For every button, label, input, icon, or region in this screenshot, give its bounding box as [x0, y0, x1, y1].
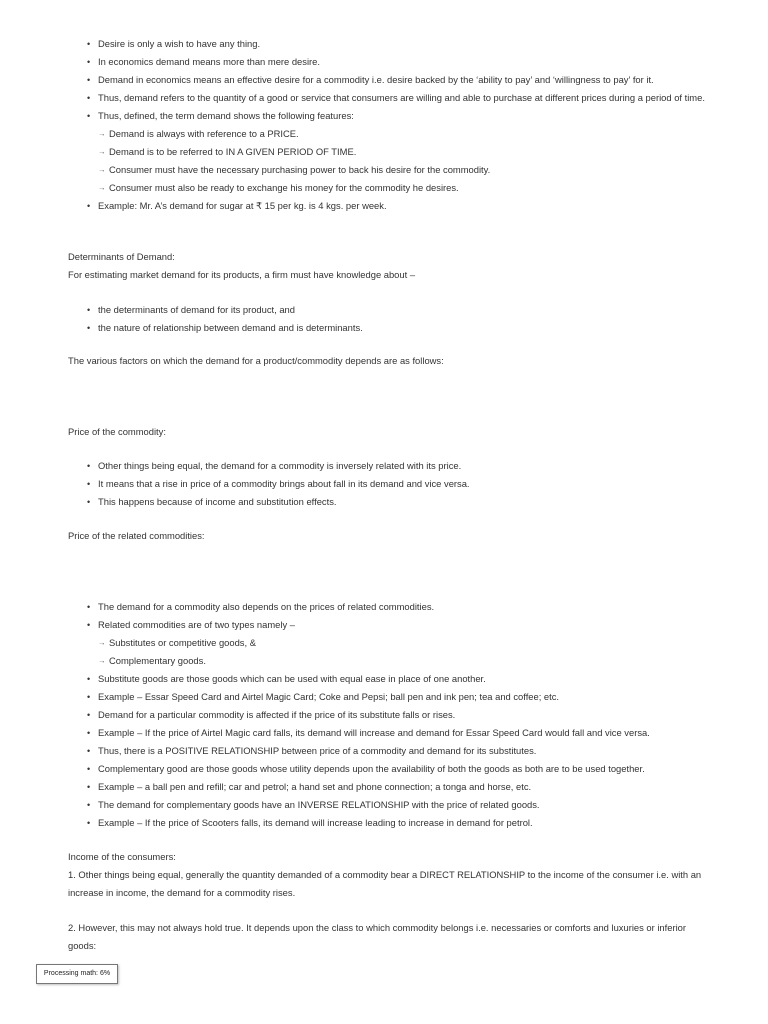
list-item: • It means that a rise in price of a commodity brings about fall in its demand and vice versa.: [87, 475, 707, 493]
feature-item: → Consumer must also be ready to exchange his money for the commodity he desires.: [87, 179, 707, 197]
feature-item: → Consumer must have the necessary purchasing power to back his desire for the commodity.: [87, 161, 707, 179]
list-item: • In economics demand means more than mere desire.: [87, 53, 707, 71]
related-list: [87, 598, 707, 832]
list-item: • Demand in economics means an effective desire for a commodity i.e. desire backed by the ‘ability to pay’ and ‘willingness to pay’ for it.: [87, 71, 707, 89]
determinants-heading: Determinants of Demand:: [68, 251, 175, 262]
list-item: • Example – If the price of Airtel Magic card falls, its demand will increase and demand for Essar Speed Card would fall and vice versa.: [87, 724, 707, 742]
feature-item: → Demand is to be referred to IN A GIVEN PERIOD OF TIME.: [87, 143, 707, 161]
income-heading: Income of the consumers:: [68, 851, 176, 862]
list-item: • Demand for a particular commodity is affected if the price of its substitute falls or rises.: [87, 706, 707, 724]
list-item: • Desire is only a wish to have any thing.: [87, 35, 707, 53]
knowledge-list: [87, 301, 707, 337]
list-item: • Example – Essar Speed Card and Airtel Magic Card; Coke and Pepsi; ball pen and ink pen; tea and coffee; etc.: [87, 688, 707, 706]
list-item: • the determinants of demand for its product, and: [87, 301, 707, 319]
related-type-item: → Complementary goods.: [87, 652, 707, 670]
list-item: • Thus, defined, the term demand shows the following features:: [87, 107, 707, 125]
list-item: • Other things being equal, the demand for a commodity is inversely related with its price.: [87, 457, 707, 475]
intro-list: [87, 35, 707, 215]
list-item: • Substitute goods are those goods which can be used with equal ease in place of one another.: [87, 670, 707, 688]
list-item: • the nature of relationship between demand and is determinants.: [87, 319, 707, 337]
list-item: • Example: Mr. A’s demand for sugar at ₹ 15 per kg. is 4 kgs. per week.: [87, 197, 707, 215]
list-item: • Thus, there is a POSITIVE RELATIONSHIP between price of a commodity and demand for its substitutes.: [87, 742, 707, 760]
income-paragraph-2: 2. However, this may not always hold true. It depends upon the class to which commodity belongs i.e. necessaries or comforts and luxuries or inferior goods:: [68, 922, 687, 951]
factors-intro: The various factors on which the demand for a product/commodity depends are as follows:: [68, 355, 444, 366]
price-list: [87, 457, 707, 511]
determinants-intro: For estimating market demand for its products, a firm must have knowledge about –: [68, 269, 416, 280]
list-item: • Example – If the price of Scooters falls, its demand will increase leading to increase in demand for petrol.: [87, 814, 707, 832]
list-item: • The demand for complementary goods have an INVERSE RELATIONSHIP with the price of related goods.: [87, 796, 707, 814]
list-item: • The demand for a commodity also depends on the prices of related commodities.: [87, 598, 707, 616]
list-item: • Related commodities are of two types namely –: [87, 616, 707, 634]
price-heading: Price of the commodity:: [68, 426, 166, 437]
processing-math-indicator: Processing math: 6%: [36, 964, 118, 984]
related-type-item: → Substitutes or competitive goods, &: [87, 634, 707, 652]
related-heading: Price of the related commodities:: [68, 530, 205, 541]
list-item: • This happens because of income and substitution effects.: [87, 493, 707, 511]
list-item: • Thus, demand refers to the quantity of a good or service that consumers are willing and able to purchase at different prices during a period of time.: [87, 89, 707, 107]
list-item: • Example – a ball pen and refill; car and petrol; a hand set and phone connection; a tonga and horse, etc.: [87, 778, 707, 796]
feature-item: → Demand is always with reference to a PRICE.: [87, 125, 707, 143]
income-paragraph-1: 1. Other things being equal, generally the quantity demanded of a commodity bear a DIRECT RELATIONSHIP to the income of the consumer i.e. with an increase in income, the demand for a commodity rises.: [68, 869, 702, 898]
list-item: • Complementary good are those goods whose utility depends upon the availability of both the goods as both are to be used together.: [87, 760, 707, 778]
